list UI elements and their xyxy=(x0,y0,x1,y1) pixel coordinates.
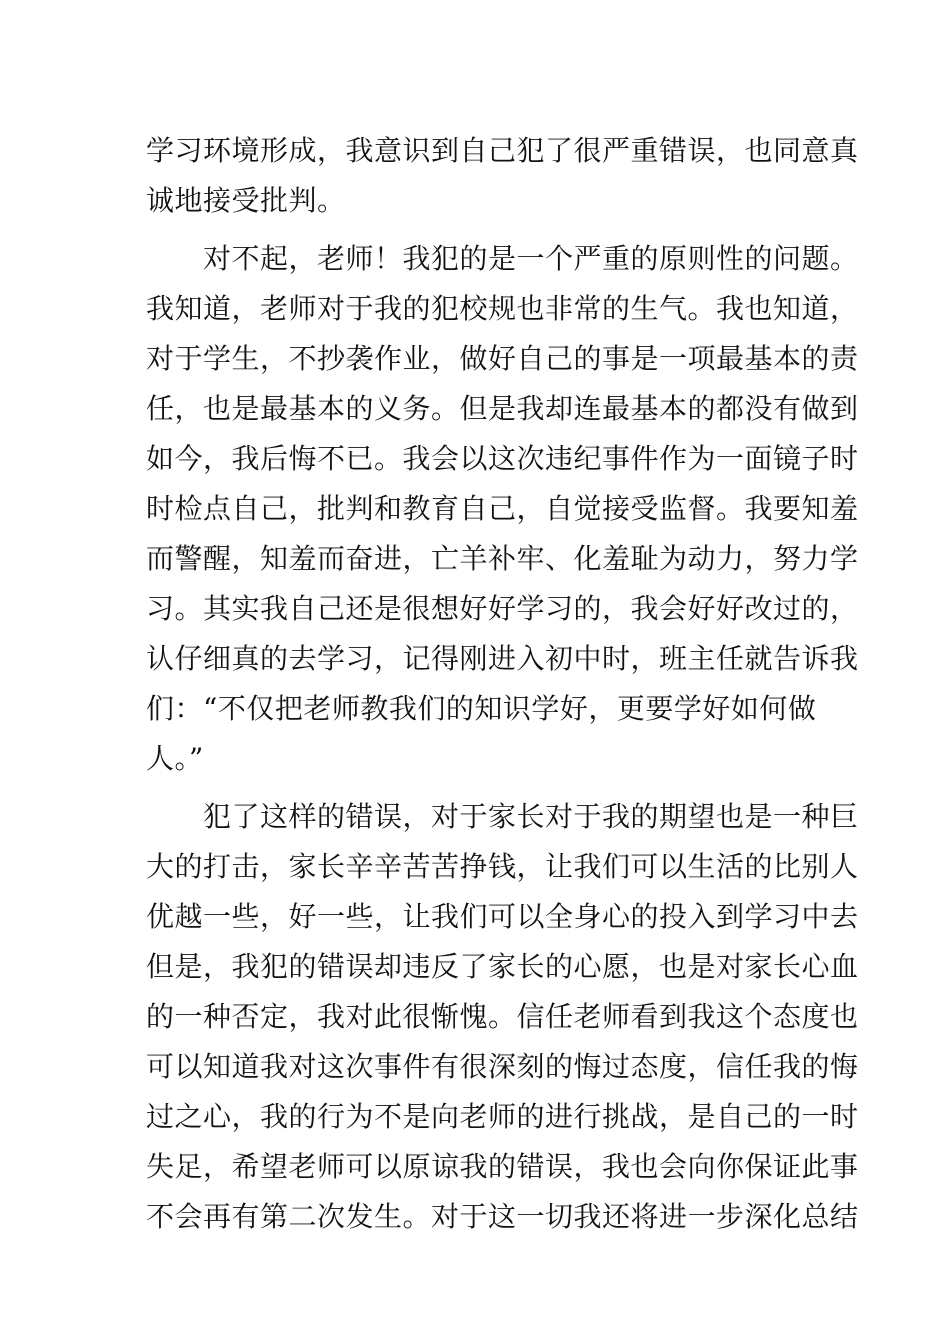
text-line: 的一种否定，我对此很惭愧。信任老师看到我这个态度也 xyxy=(146,1000,859,1033)
text-line: 犯了这样的错误，对于家长对于我的期望也是一种巨 xyxy=(146,800,859,833)
text-line: 过之心，我的行为不是向老师的进行挑战，是自己的一时 xyxy=(146,1100,859,1133)
text-line: 们：“不仅把老师教我们的知识学好，更要学好如何做 xyxy=(146,692,817,725)
paragraph-3 xyxy=(146,792,859,1242)
text-line: 人。” xyxy=(146,742,204,775)
text-line: 对于学生，不抄袭作业，做好自己的事是一项最基本的责 xyxy=(146,342,859,375)
text-line: 诚地接受批判。 xyxy=(146,184,346,217)
text-line: 不会再有第二次发生。对于这一切我还将进一步深化总结 xyxy=(146,1200,859,1233)
text-line: 任，也是最基本的义务。但是我却连最基本的都没有做到 xyxy=(146,392,859,425)
document-body xyxy=(146,126,859,1242)
text-line: 但是，我犯的错误却违反了家长的心愿，也是对家长心血 xyxy=(146,950,859,983)
text-line: 习。其实我自己还是很想好好学习的，我会好好改过的， xyxy=(146,592,859,625)
text-line: 而警醒，知羞而奋进，亡羊补牢、化羞耻为动力，努力学 xyxy=(146,542,859,575)
text-line: 优越一些，好一些，让我们可以全身心的投入到学习中去 xyxy=(146,900,859,933)
text-line: 认仔细真的去学习，记得刚进入初中时，班主任就告诉我 xyxy=(146,642,859,675)
text-line: 对不起，老师！我犯的是一个严重的原则性的问题。 xyxy=(146,242,859,275)
text-line: 学习环境形成，我意识到自己犯了很严重错误，也同意真 xyxy=(146,134,859,167)
paragraph-1 xyxy=(146,126,859,226)
text-line: 大的打击，家长辛辛苦苦挣钱，让我们可以生活的比别人 xyxy=(146,850,859,883)
text-line: 可以知道我对这次事件有很深刻的悔过态度，信任我的悔 xyxy=(146,1050,859,1083)
paragraph-2 xyxy=(146,234,859,784)
text-line: 如今，我后悔不已。我会以这次违纪事件作为一面镜子时 xyxy=(146,442,859,475)
text-line: 我知道，老师对于我的犯校规也非常的生气。我也知道， xyxy=(146,292,859,325)
text-line: 失足，希望老师可以原谅我的错误，我也会向你保证此事 xyxy=(146,1150,859,1183)
text-line: 时检点自己，批判和教育自己，自觉接受监督。我要知羞 xyxy=(146,492,859,525)
